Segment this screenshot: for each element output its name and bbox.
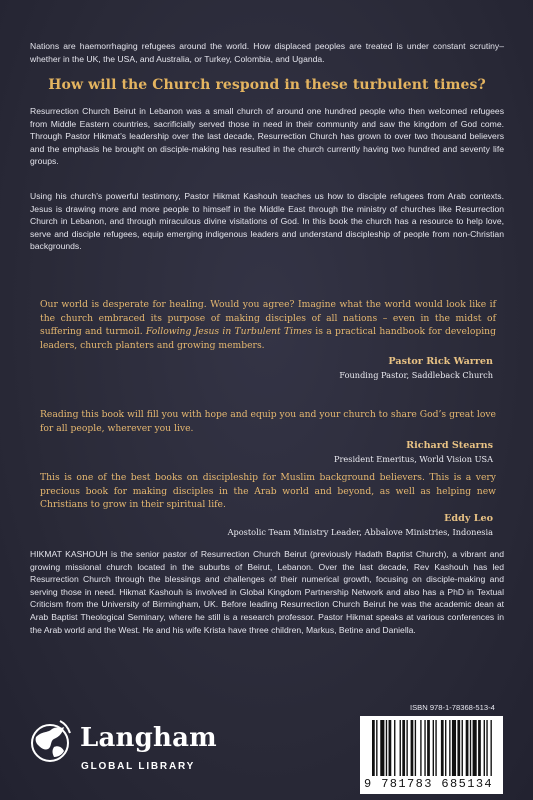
description-paragraph-2: Using his church’s powerful testimony, Pastor Hikmat Kashouh teaches us how to disciple refugees from Arab contexts. Jesus is drawing more and more people to himself in the Middle East through the ministry of churches like Resurrection Church in Lebanon, and through miraculous divine visitations of God. In this book the church has a resource to help love, serve and disciple refugees, equip emerging indigenous leaders and understand discipleship of people from non-Christian backgrounds. <box>30 191 504 252</box>
barcode-number: 9 781783 685134 <box>364 777 494 791</box>
intro-paragraph: Nations are haemorrhaging refugees around the world. How displaced peoples are treated is under constant scrutiny– whether in the UK, the USA, and Australia, or Turkey, Colombia, and Uganda. <box>30 41 504 64</box>
endorsement-quote-stearns: Reading this book will fill you with hope and equip you and your church to share God’s great love for all people, wherever you live. <box>40 409 496 434</box>
quote-text: Our world is desperate for healing. Would you agree? Imagine what the world would look like if the church embraced its purpose of making disciples of all nations – even in the midst of suffering and turmoil. <box>40 299 496 338</box>
endorsement-quote-warren <box>40 298 496 352</box>
langham-globe-icon <box>30 717 74 767</box>
barcode-bars <box>372 720 496 776</box>
barcode <box>360 716 503 794</box>
endorsement-quote-leo: This is one of the best books on discipleship for Muslim background believers. This is a very precious book for making disciples in the Arab world and beyond, as well as helping new Christians to grow in their spiritual life. <box>40 472 496 511</box>
endorser-title-stearns: President Emeritus, World Vision USA <box>333 454 493 464</box>
endorser-title-warren: Founding Pastor, Saddleback Church <box>339 370 493 380</box>
headline: How will the Church respond in these turbulent times? <box>48 77 486 93</box>
endorser-name-leo: Eddy Leo <box>444 513 493 524</box>
quote-text: is a practical handbook for developing leaders, church planters and growing members. <box>40 326 496 351</box>
description-paragraph-1: Resurrection Church Beirut in Lebanon was a small church of around one hundred people who then welcomed refugees from Middle Eastern countries, sacrificially served those in need in their community and saw the kingdom of God come. Through Pastor Hikmat’s leadership over the last decade, Resurrection Church has grown to over two thousand believers and the emphasis he brought on disciple-making has resulted in the church currently having two hundred and seventy life groups. <box>30 106 504 167</box>
book-title-italic: Following Jesus in Turbulent Times <box>145 326 312 338</box>
publisher-logo <box>30 713 240 788</box>
endorser-title-leo: Apostolic Team Ministry Leader, Abbalove Ministries, Indonesia <box>227 527 493 537</box>
endorser-name-warren: Pastor Rick Warren <box>388 356 493 367</box>
endorser-name-stearns: Richard Stearns <box>406 440 493 451</box>
publisher-name: Langham <box>80 723 217 753</box>
publisher-imprint: GLOBAL LIBRARY <box>81 761 196 772</box>
isbn-text: ISBN 978-1-78368-513-4 <box>410 703 495 712</box>
author-bio: HIKMAT KASHOUH is the senior pastor of Resurrection Church Beirut (previously Hadath Baptist Church), a vibrant and growing missional church located in the suburbs of Beirut, Lebanon. Over the last decade, Rev Kashouh has led Resurrection Church through the blessings and challenges of their numerical growth, focusing on disciple-making and serving those in need. Hikmat Kashouh is involved in Global Kingdom Partnership Network and also has a PhD in Textual Criticism from the University of Birmingham, UK. Before leading Resurrection Church Beirut he was the academic dean at Arab Baptist Theological Seminary, where he still is a research professor. Pastor Hikmat speaks at various conferences in the Arab world and the West. He and his wife Krista have three children, Markus, Betine and Daniella. <box>30 549 504 635</box>
